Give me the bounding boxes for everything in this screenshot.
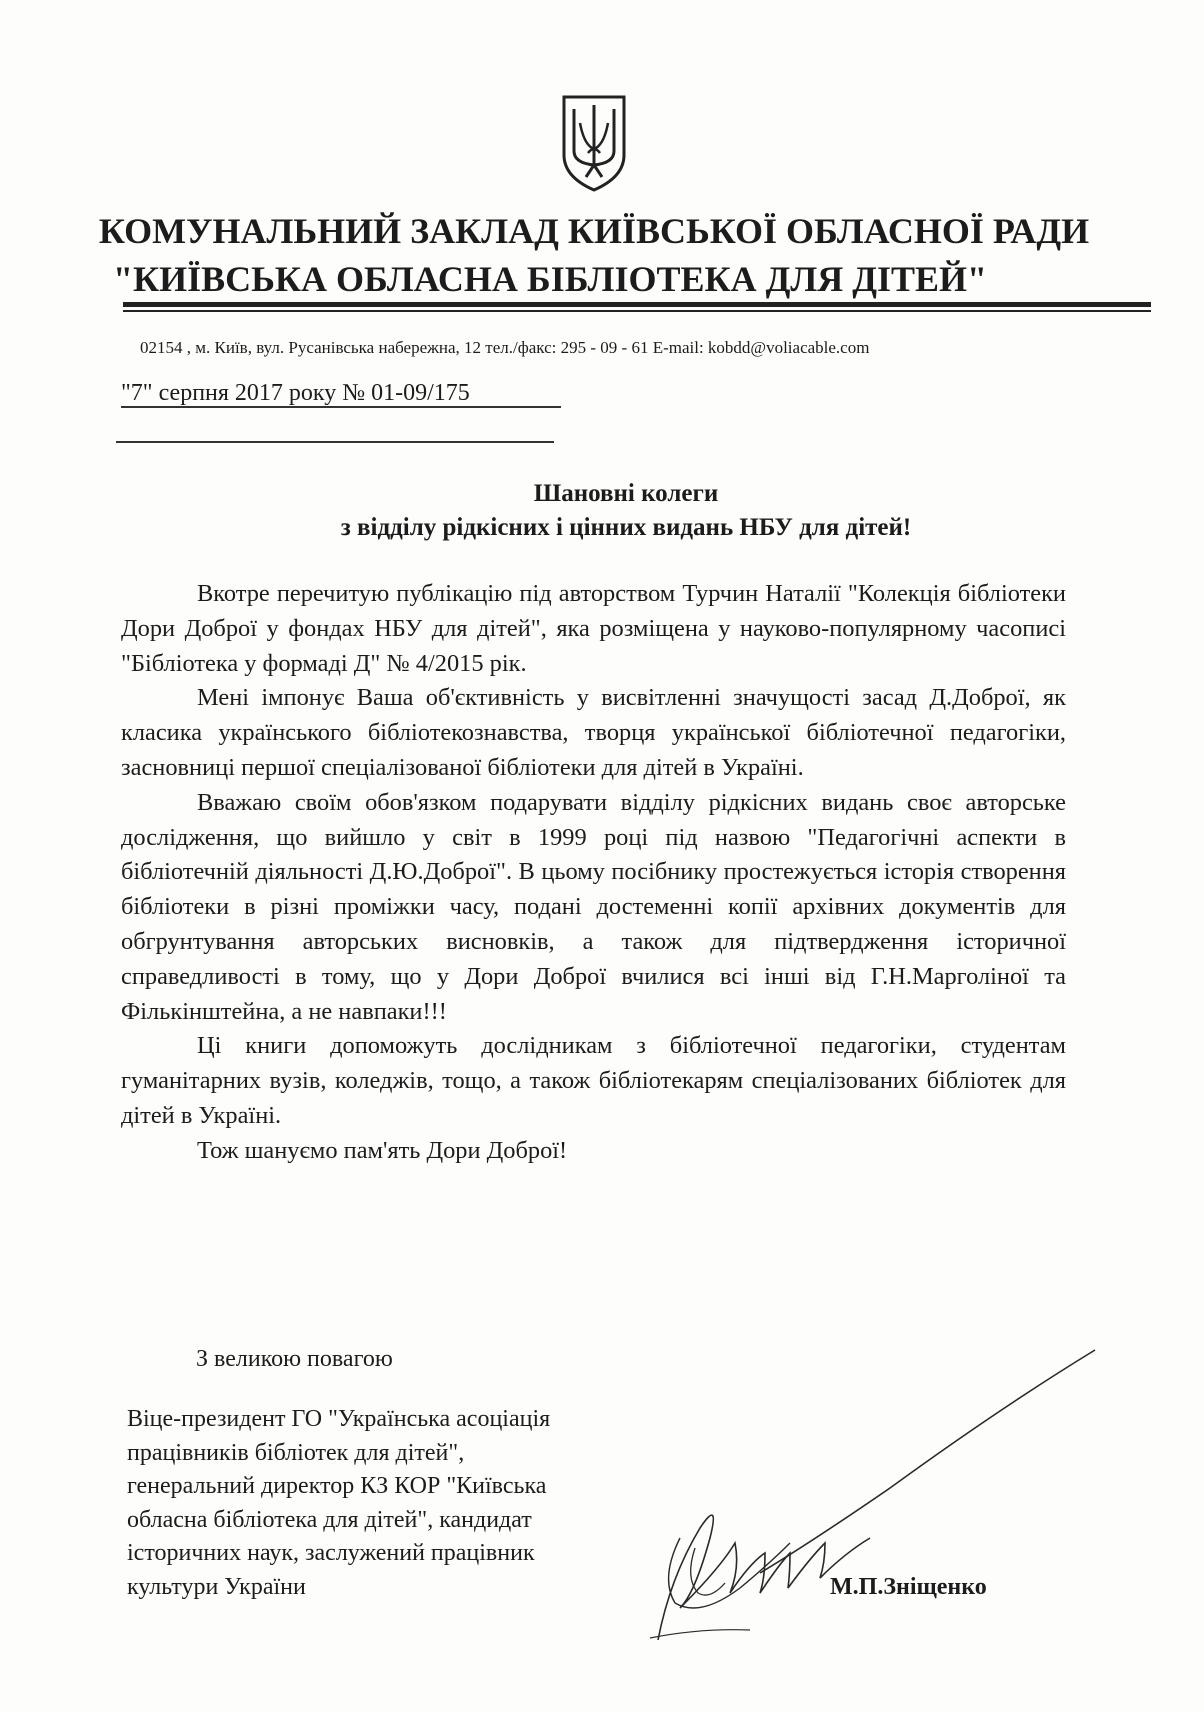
body-paragraph: Вважаю своїм обов'язком подарувати відділу рідкісних видань своє авторське дослідження, що вийшло у світ в 1999 році під назвою "Педагогічні аспекти в бібліотечній діяльності Д.Ю.Доброї". В цьому посібнику простежується історія створення бібліотеки в різні проміжки часу, подані достеменні копії архівних документів для обгрунтування авторських висновків, а також для підтвердження історичної справедливості в тому, що у Дори Доброї вчилися всі інші від Г.Н.Марголіної та Фількінштейна, а не навпаки!!! xyxy=(121,788,1066,1025)
body-paragraph: Вкотре перечитую публікацію під авторством Турчин Наталії "Колекція бібліотеки Дори Доброї у фондах НБУ для дітей", яка розміщена у науково-популярному часописі "Бібліотека у формаді Д" № 4/2015 рік. xyxy=(121,580,1066,677)
signatory-title-line: генеральний директор КЗ КОР "Київська xyxy=(127,1473,547,1500)
letter-body xyxy=(121,577,1066,1169)
header-rule-thick xyxy=(123,302,1151,307)
signatory-title-line: обласна бібліотека для дітей", кандидат xyxy=(127,1506,532,1533)
body-paragraph: Мені імпонує Ваша об'єктивність у висвітленні значущості засад Д.Доброї, як класика українського бібліотекознавства, творця української бібліотечної педагогіки, засновниці першої спеціалізованої бібліотеки для дітей в Україні. xyxy=(121,684,1066,781)
body-paragraph: Тож шануємо пам'ять Дори Доброї! xyxy=(197,1136,568,1164)
signatory-title-line: працівників бібліотек для дітей", xyxy=(127,1439,465,1466)
signatory-title-line: історичних наук, заслужений працівник xyxy=(127,1540,535,1567)
organization-name-line2: "КИЇВСЬКА ОБЛАСНА БІБЛІОТЕКА ДЛЯ ДІТЕЙ" xyxy=(112,259,987,299)
signatory-title-line: культури України xyxy=(127,1573,306,1600)
coat-of-arms-trident-icon xyxy=(560,93,628,193)
greeting-line2: з відділу рідкісних і цінних видань НБУ для дітей! xyxy=(340,514,912,541)
signatory-title-line: Віце-президент ГО "Українська асоціація xyxy=(127,1406,551,1432)
reference-underline xyxy=(121,406,561,408)
body-paragraph: Ці книги допоможуть дослідникам з бібліотечної педагогіки, студентам гуманітарних вузів, коледжів, тощо, а також бібліотекарям спеціалізованих бібліотек для дітей в Україні. xyxy=(121,1032,1066,1129)
signatory-name: М.П.Зніщенко xyxy=(830,1574,987,1600)
greeting-line1: Шановні колеги xyxy=(533,480,719,507)
organization-name-line1: КОМУНАЛЬНИЙ ЗАКЛАД КИЇВСЬКОЇ ОБЛАСНОЇ РАДИ xyxy=(98,211,1090,251)
letter-date-number: "7" серпня 2017 року № 01-09/175 xyxy=(121,380,470,406)
organization-address: 02154 , м. Київ, вул. Русанівська набережна, 12 тел./факс: 295 - 09 - 61 E-mail: kobdd@voliacable.com xyxy=(140,338,870,357)
closing-phrase: З великою повагою xyxy=(196,1346,393,1372)
reference-blank-line xyxy=(116,441,554,443)
header-rule-thin xyxy=(123,310,1151,312)
handwritten-signature xyxy=(640,1338,1100,1648)
signatory-title xyxy=(127,1403,550,1605)
